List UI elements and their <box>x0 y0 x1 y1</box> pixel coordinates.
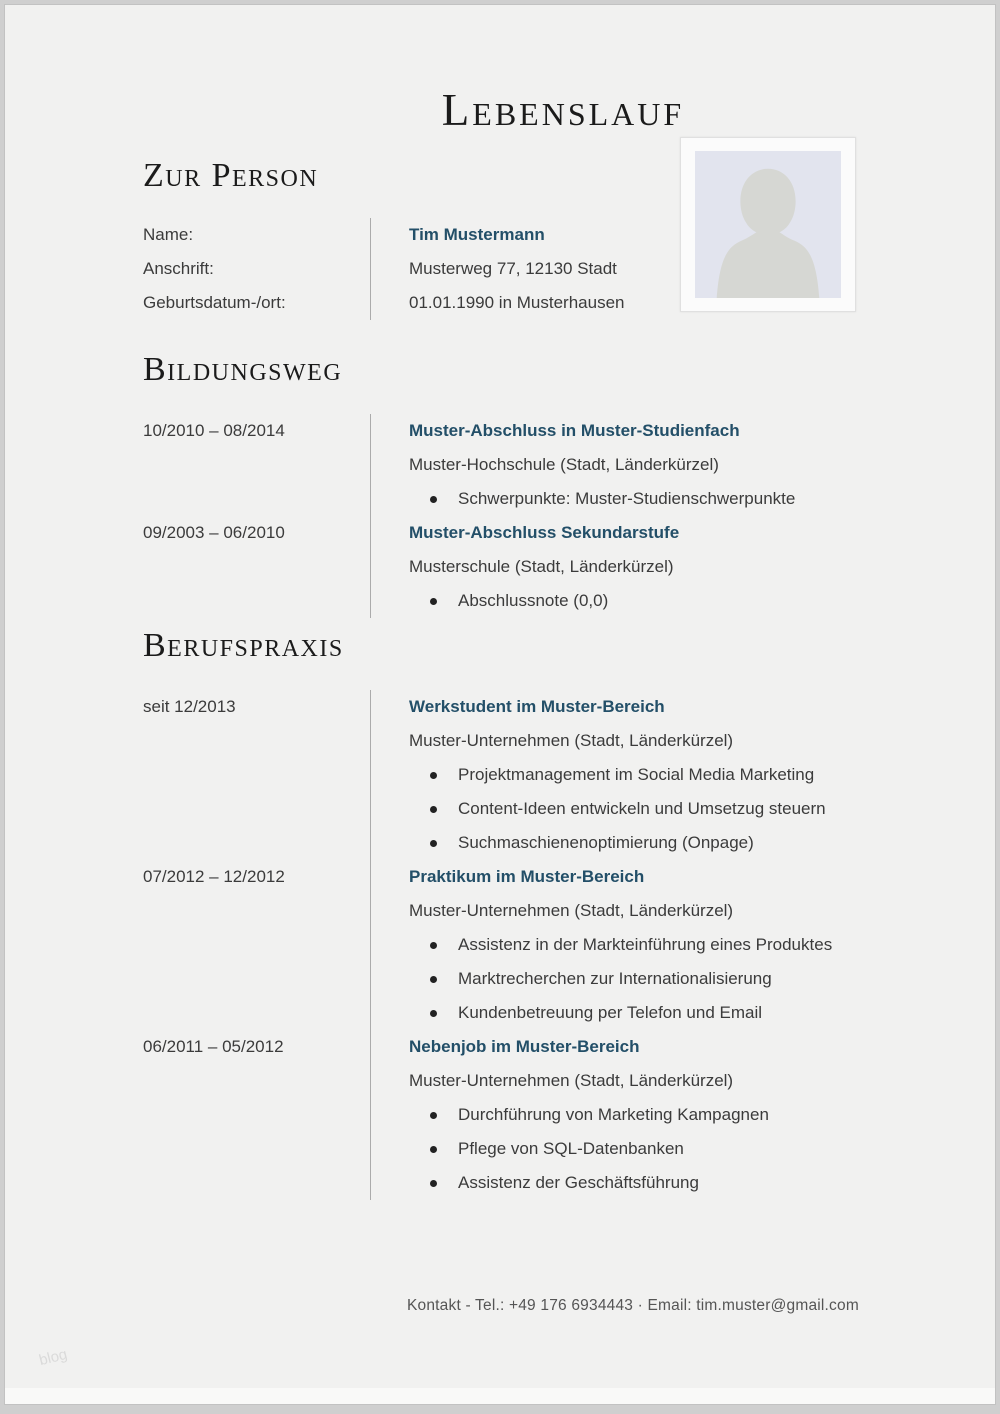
section-heading-person: Zur Person <box>143 156 319 194</box>
person-labels-column <box>143 218 370 320</box>
bullet-item <box>409 482 935 516</box>
person-address-value: Musterweg 77, 12130 Stadt <box>409 258 617 278</box>
bullet-text: Kundenbetreuung per Telefon und Email <box>458 1002 763 1022</box>
bullet-dot-icon <box>430 598 437 605</box>
bullet-item <box>409 758 935 792</box>
education-dates-column <box>143 414 370 618</box>
bullet-dot-icon <box>430 840 437 847</box>
entry-institution: Muster-Unternehmen (Stadt, Länderkürzel) <box>409 1070 734 1090</box>
entry-institution: Muster-Unternehmen (Stadt, Länderkürzel) <box>409 900 734 920</box>
entry-period: 10/2010 – 08/2014 <box>143 420 285 440</box>
watermark-text: blog <box>37 1345 69 1370</box>
bullet-dot-icon <box>430 976 437 983</box>
entry-title: Muster-Abschluss Sekundarstufe <box>409 522 680 542</box>
bullet-dot-icon <box>430 1180 437 1187</box>
bullet-item <box>409 792 935 826</box>
entry-period: seit 12/2013 <box>143 696 236 716</box>
page-title: Lebenslauf <box>441 85 685 135</box>
bullet-item <box>409 1166 935 1200</box>
bullet-dot-icon <box>430 806 437 813</box>
entry-period: 09/2003 – 06/2010 <box>143 522 285 542</box>
section-heading-education: Bildungsweg <box>143 350 343 388</box>
experience-entries-column <box>370 690 935 1200</box>
bullet-text: Durchführung von Marketing Kampagnen <box>458 1104 769 1124</box>
entry-title: Muster-Abschluss in Muster-Studienfach <box>409 420 740 440</box>
bullet-dot-icon <box>430 496 437 503</box>
section-heading-experience: Berufspraxis <box>143 626 344 664</box>
entry-period: 06/2011 – 05/2012 <box>143 1036 284 1056</box>
bullet-dot-icon <box>430 942 437 949</box>
person-label: Geburtsdatum-/ort: <box>143 292 286 312</box>
entry-title: Praktikum im Muster-Bereich <box>409 866 645 886</box>
bullet-dot-icon <box>430 1146 437 1153</box>
entry-period: 07/2012 – 12/2012 <box>143 866 285 886</box>
experience-dates-column <box>143 690 370 1200</box>
bullet-item <box>409 1098 935 1132</box>
entry-institution: Musterschule (Stadt, Länderkürzel) <box>409 556 674 576</box>
bullet-text: Abschlussnote (0,0) <box>458 590 609 610</box>
bullet-text: Assistenz in der Markteinführung eines Produktes <box>458 934 833 954</box>
photo-placeholder <box>680 137 856 312</box>
bullet-dot-icon <box>430 1112 437 1119</box>
person-birth-value: 01.01.1990 in Musterhausen <box>409 292 625 312</box>
education-section <box>143 414 935 618</box>
bullet-dot-icon <box>430 772 437 779</box>
bullet-item <box>409 826 935 860</box>
bullet-text: Suchmaschienenoptimierung (Onpage) <box>458 832 754 852</box>
education-entries-column <box>370 414 935 618</box>
bullet-text: Pflege von SQL-Datenbanken <box>458 1138 684 1158</box>
bullet-text: Assistenz der Geschäftsführung <box>458 1172 699 1192</box>
bullet-text: Projektmanagement im Social Media Marketing <box>458 764 815 784</box>
bullet-item <box>409 996 935 1030</box>
bullet-dot-icon <box>430 1010 437 1017</box>
bullet-item <box>409 584 935 618</box>
bullet-text: Marktrecherchen zur Internationalisierung <box>458 968 772 988</box>
bullet-text: Schwerpunkte: Muster-Studienschwerpunkte <box>458 488 796 508</box>
person-label: Anschrift: <box>143 258 214 278</box>
person-label: Name: <box>143 224 194 244</box>
person-silhouette-icon <box>695 151 841 298</box>
person-name-value: Tim Mustermann <box>409 224 545 244</box>
bullet-item <box>409 962 935 996</box>
bullet-item <box>409 1132 935 1166</box>
entry-title: Werkstudent im Muster-Bereich <box>409 696 665 716</box>
contact-footer: Kontakt - Tel.: +49 176 6934443 · Email: tim.muster@gmail.com <box>407 1297 859 1314</box>
bullet-text: Content-Ideen entwickeln und Umsetzug steuern <box>458 798 826 818</box>
bullet-item <box>409 928 935 962</box>
entry-institution: Muster-Hochschule (Stadt, Länderkürzel) <box>409 454 719 474</box>
entry-title: Nebenjob im Muster-Bereich <box>409 1036 640 1056</box>
resume-page <box>4 4 996 1405</box>
experience-section <box>143 690 935 1200</box>
entry-institution: Muster-Unternehmen (Stadt, Länderkürzel) <box>409 730 734 750</box>
